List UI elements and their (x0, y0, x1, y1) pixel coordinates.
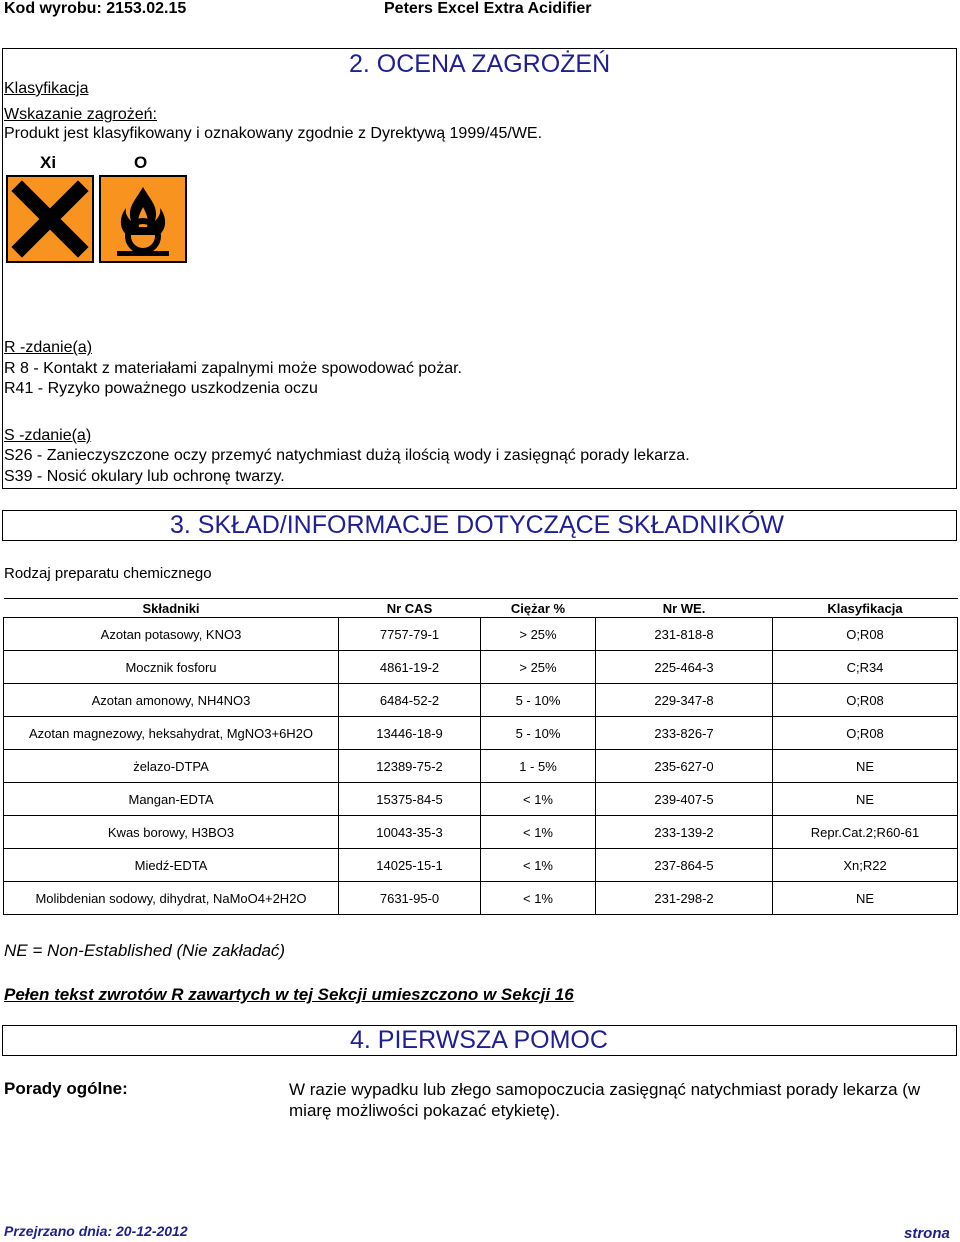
s-phrases-heading: S -zdanie(a) (4, 427, 92, 444)
table-cell: Azotan magnezowy, heksahydrat, MgNO3+6H2O (4, 717, 339, 750)
table-row (4, 651, 958, 684)
table-cell: C;R34 (773, 651, 958, 684)
table-cell: NE (773, 882, 958, 915)
table-cell: 15375-84-5 (339, 783, 481, 816)
flame-over-circle-icon (99, 175, 187, 263)
table-cell: 1 - 5% (481, 750, 596, 783)
full-text-note: Pełen tekst zwrotów R zawartych w tej Sekcji umieszczono w Sekcji 16 (4, 985, 574, 1004)
classification-statement: Produkt jest klasyfikowany i oznakowany zgodnie z Dyrektywą 1999/45/WE. (4, 125, 543, 142)
r-phrases-heading: R -zdanie(a) (4, 339, 93, 356)
table-cell: 231-298-2 (596, 882, 773, 915)
table-header-row (4, 599, 958, 618)
table-cell: 235-627-0 (596, 750, 773, 783)
table-cell: Kwas borowy, H3BO3 (4, 816, 339, 849)
x-cross-icon (6, 175, 94, 263)
table-cell: 239-407-5 (596, 783, 773, 816)
column-header: Klasyfikacja (773, 599, 958, 618)
table-cell: > 25% (481, 618, 596, 651)
table-cell: 7757-79-1 (339, 618, 481, 651)
table-row (4, 816, 958, 849)
table-row (4, 783, 958, 816)
ne-note: NE = Non-Established (Nie zakładać) (4, 941, 286, 960)
table-cell: 233-139-2 (596, 816, 773, 849)
table-row (4, 684, 958, 717)
table-row (4, 882, 958, 915)
general-advice-label: Porady ogólne: (4, 1079, 128, 1098)
table-cell: 237-864-5 (596, 849, 773, 882)
table-cell: 4861-19-2 (339, 651, 481, 684)
table-cell: Azotan amonowy, NH4NO3 (4, 684, 339, 717)
table-cell: 231-818-8 (596, 618, 773, 651)
table-cell: Miedź-EDTA (4, 849, 339, 882)
table-cell: 14025-15-1 (339, 849, 481, 882)
product-code: Kod wyrobu: 2153.02.15 (4, 0, 187, 17)
table-cell: 12389-75-2 (339, 750, 481, 783)
table-cell: < 1% (481, 882, 596, 915)
page-label: strona (904, 1225, 950, 1242)
table-cell: Mocznik fosforu (4, 651, 339, 684)
section-3-title: 3. SKŁAD/INFORMACJE DOTYCZĄCE SKŁADNIKÓW (170, 511, 784, 539)
column-header: Składniki (4, 599, 339, 618)
table-cell: O;R08 (773, 717, 958, 750)
s-phrase-2: S39 - Nosić okulary lub ochronę twarzy. (4, 468, 285, 485)
table-cell: Azotan potasowy, KNO3 (4, 618, 339, 651)
column-header: Nr CAS (339, 599, 481, 618)
table-cell: 5 - 10% (481, 717, 596, 750)
table-cell: 229-347-8 (596, 684, 773, 717)
table-cell: 5 - 10% (481, 684, 596, 717)
ingredients-table (3, 598, 958, 915)
table-cell: żelazo-DTPA (4, 750, 339, 783)
table-cell: Repr.Cat.2;R60-61 (773, 816, 958, 849)
table-row (4, 750, 958, 783)
column-header: Ciężar % (481, 599, 596, 618)
revision-date: Przejrzano dnia: 20-12-2012 (4, 1223, 188, 1239)
table-cell: O;R08 (773, 618, 958, 651)
table-cell: NE (773, 750, 958, 783)
table-row (4, 849, 958, 882)
table-cell: 225-464-3 (596, 651, 773, 684)
table-cell: > 25% (481, 651, 596, 684)
table-cell: 10043-35-3 (339, 816, 481, 849)
preparation-type-label: Rodzaj preparatu chemicznego (4, 565, 212, 582)
table-cell: < 1% (481, 783, 596, 816)
classification-label: Klasyfikacja (4, 80, 89, 97)
table-cell: Xn;R22 (773, 849, 958, 882)
table-cell: 7631-95-0 (339, 882, 481, 915)
table-cell: Molibdenian sodowy, dihydrat, NaMoO4+2H2O (4, 882, 339, 915)
hazard-label: Wskazanie zagrożeń: (4, 106, 157, 123)
r-phrase-2: R41 - Ryzyko poważnego uszkodzenia oczu (4, 380, 318, 397)
table-cell: < 1% (481, 849, 596, 882)
table-cell: O;R08 (773, 684, 958, 717)
s-phrase-1: S26 - Zanieczyszczone oczy przemyć natychmiast dużą ilością wody i zasięgnąć porady lekarza. (4, 447, 690, 464)
section-4-title: 4. PIERWSZA POMOC (350, 1026, 608, 1054)
section-2-title: 2. OCENA ZAGROŻEŃ (349, 50, 611, 78)
table-cell: 6484-52-2 (339, 684, 481, 717)
table-cell: 13446-18-9 (339, 717, 481, 750)
table-cell: < 1% (481, 816, 596, 849)
table-cell: 233-826-7 (596, 717, 773, 750)
r-phrase-1: R 8 - Kontakt z materiałami zapalnymi może spowodować pożar. (4, 360, 462, 377)
symbol-code-o: O (134, 153, 148, 172)
table-cell: NE (773, 783, 958, 816)
product-name: Peters Excel Extra Acidifier (384, 0, 592, 17)
table-cell: Mangan-EDTA (4, 783, 339, 816)
symbol-code-xi: Xi (40, 153, 57, 172)
general-advice-text: W razie wypadku lub złego samopoczucia zasięgnąć natychmiast porady lekarza (w miarę możliwości pokazać etykietę). (289, 1080, 921, 1120)
table-row (4, 717, 958, 750)
table-row (4, 618, 958, 651)
column-header: Nr WE. (596, 599, 773, 618)
